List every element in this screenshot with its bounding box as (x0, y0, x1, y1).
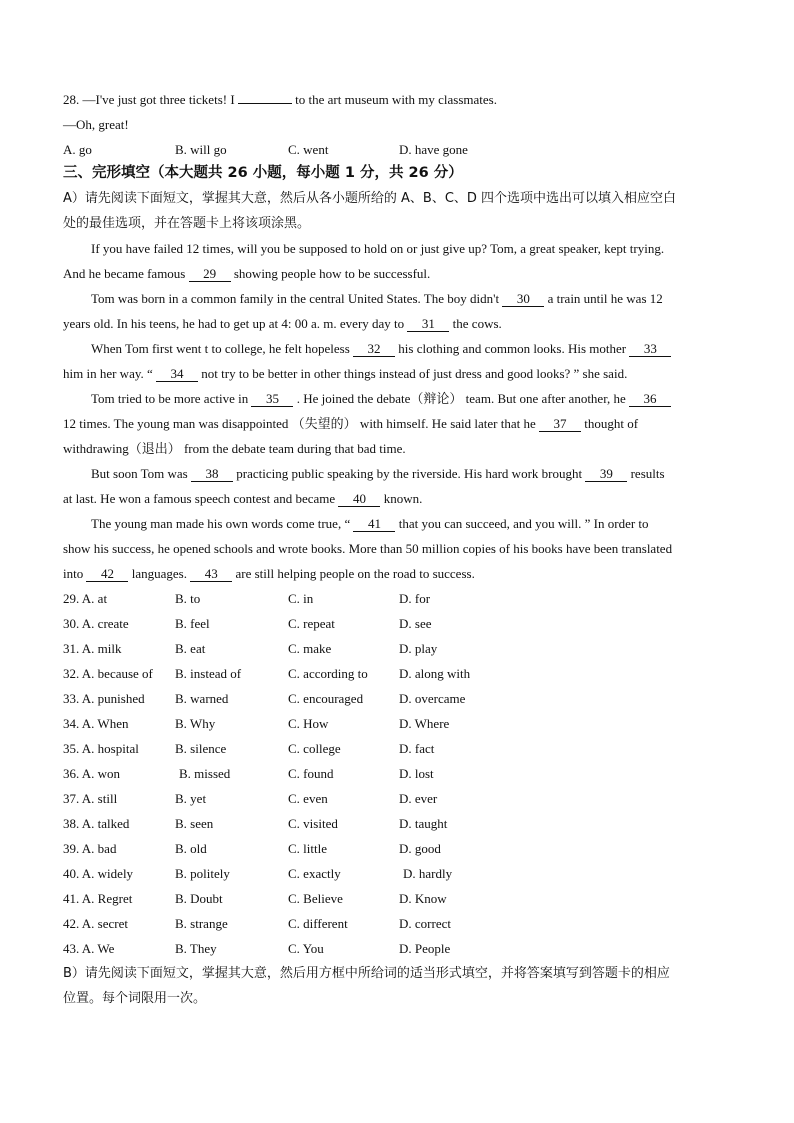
option-c: C. even (288, 791, 328, 806)
partA-instructions-line2: 处的最佳选项，并在答题卡上将该项涂黑。 (63, 216, 311, 231)
passage-p6-line1: The young man made his own words come true, “ 41 that you can succeed, and you will. ” In order to (91, 516, 649, 531)
option-a: 36. A. won (63, 766, 121, 781)
blank-36: 36 (629, 391, 671, 407)
q36-options (63, 765, 523, 783)
option-a: 34. A. When (63, 716, 129, 731)
option-d: D. good (399, 841, 441, 856)
q28-options (63, 141, 523, 159)
passage-p5-line1: But soon Tom was 38 practicing public speaking by the riverside. His hard work brought 39 results (91, 466, 665, 481)
q43-options (63, 940, 523, 958)
partB-instructions-line2: 位置。每个词限用一次。 (63, 991, 207, 1006)
section3-title: 三、完形填空（本大题共 26 小题，每小题 1 分，共 26 分） (63, 165, 463, 181)
blank-39: 39 (585, 466, 627, 482)
q28-option-b: B. will go (175, 142, 227, 157)
q41-options (63, 890, 523, 908)
passage-p4-line3: withdrawing（退出） from the debate team during that bad time. (63, 441, 406, 456)
option-a: 40. A. widely (63, 866, 134, 881)
option-b: B. warned (175, 691, 229, 706)
q28-answer-blank (238, 103, 292, 104)
q39-options (63, 840, 523, 858)
option-a: 39. A. bad (63, 841, 117, 856)
blank-35: 35 (251, 391, 293, 407)
passage-p3-line1: When Tom first went t to college, he felt hopeless 32 his clothing and common looks. His mother 33 (91, 340, 671, 358)
option-c: C. found (288, 766, 334, 781)
option-b: B. seen (175, 816, 214, 831)
option-c: C. You (288, 941, 324, 956)
option-a: 37. A. still (63, 791, 118, 806)
blank-34: 34 (156, 366, 198, 382)
option-b: B. old (175, 841, 207, 856)
passage-p1-line1: If you have failed 12 times, will you be supposed to hold on or just give up? Tom, a great speaker, kept trying. (91, 241, 665, 256)
blank-30: 30 (502, 291, 544, 307)
option-c: C. Believe (288, 891, 343, 906)
option-d: D. People (399, 941, 451, 956)
q40-options (63, 865, 523, 883)
passage-p6-line2: show his success, he opened schools and wrote books. More than 50 million copies of his books have been translated (63, 541, 673, 556)
option-d: D. Where (399, 716, 450, 731)
option-b: B. feel (175, 616, 210, 631)
passage-p2-line1: Tom was born in a common family in the central United States. The boy didn't 30 a train until he was 12 (91, 291, 663, 306)
option-d: D. overcame (399, 691, 466, 706)
q33-options (63, 690, 523, 708)
option-b: B. politely (175, 866, 230, 881)
option-a: 43. A. We (63, 941, 115, 956)
passage-p4-line2: 12 times. The young man was disappointed （失望的） with himself. He said later that he 37 thought of (63, 416, 639, 431)
option-b: B. instead of (175, 666, 242, 681)
partA-instructions-line1: A）请先阅读下面短文，掌握其大意，然后从各小题所给的 A、B、C、D 四个选项中选出可以填入相应空白 (63, 191, 677, 206)
partB-instructions-line1: B）请先阅读下面短文，掌握其大意，然后用方框中所给词的适当形式填空，并将答案填写到答题卡的相应 (63, 966, 670, 981)
q31-options (63, 640, 523, 658)
option-d: D. ever (399, 791, 438, 806)
passage-p5-line2: at last. He won a famous speech contest and became 40 known. (63, 491, 423, 506)
option-d: D. along with (399, 666, 471, 681)
q35-options (63, 740, 523, 758)
blank-43: 43 (190, 566, 232, 582)
option-c: C. exactly (288, 866, 341, 881)
blank-37: 37 (539, 416, 581, 432)
option-c: C. make (288, 641, 332, 656)
q37-options (63, 790, 523, 808)
blank-33: 33 (629, 341, 671, 357)
option-d: D. lost (399, 766, 434, 781)
q42-options (63, 915, 523, 933)
option-d: D. Know (399, 891, 447, 906)
option-d: D. play (399, 641, 438, 656)
q30-options (63, 615, 523, 633)
option-a: 38. A. talked (63, 816, 130, 831)
blank-32: 32 (353, 341, 395, 357)
option-c: C. How (288, 716, 329, 731)
option-b: B. missed (179, 766, 231, 781)
option-c: C. college (288, 741, 341, 756)
option-b: B. strange (175, 916, 228, 931)
blank-38: 38 (191, 466, 233, 482)
option-d: D. for (399, 591, 431, 606)
option-c: C. little (288, 841, 327, 856)
option-b: B. yet (175, 791, 207, 806)
option-d: D. taught (399, 816, 448, 831)
option-c: C. encouraged (288, 691, 364, 706)
passage-p4-line1: Tom tried to be more active in 35 . He joined the debate（辩论） team. But one after another, he 36 (91, 390, 671, 408)
option-c: C. repeat (288, 616, 335, 631)
option-d: D. see (399, 616, 432, 631)
option-d: D. hardly (403, 866, 453, 881)
option-d: D. correct (399, 916, 451, 931)
option-b: B. eat (175, 641, 206, 656)
option-d: D. fact (399, 741, 435, 756)
option-a: 30. A. create (63, 616, 129, 631)
passage-p1-line2: And he became famous 29 showing people how to be successful. (63, 266, 431, 281)
option-a: 35. A. hospital (63, 741, 139, 756)
blank-31: 31 (407, 316, 449, 332)
blank-29: 29 (189, 266, 231, 282)
blank-42: 42 (86, 566, 128, 582)
option-c: C. visited (288, 816, 338, 831)
q28-prompt (63, 91, 497, 109)
q28-option-a: A. go (63, 142, 92, 157)
blank-40: 40 (338, 491, 380, 507)
option-a: 32. A. because of (63, 666, 153, 681)
option-b: B. Why (175, 716, 216, 731)
q34-options (63, 715, 523, 733)
option-a: 31. A. milk (63, 641, 122, 656)
q28-prompt-text-end: to the art museum with my classmates. (291, 92, 497, 107)
q29-options (63, 590, 523, 608)
blank-41: 41 (353, 516, 395, 532)
q28-option-c: C. went (288, 142, 329, 157)
q28-prompt-text: 28. —I've just got three tickets! I (63, 92, 238, 107)
q32-options (63, 665, 523, 683)
option-c: C. in (288, 591, 314, 606)
option-a: 33. A. punished (63, 691, 145, 706)
option-b: B. silence (175, 741, 227, 756)
passage-p2-line2: years old. In his teens, he had to get up at 4: 00 a. m. every day to 31 the cows. (63, 316, 502, 331)
option-c: C. different (288, 916, 348, 931)
passage-p6-line3: into 42 languages. 43 are still helping people on the road to success. (63, 566, 475, 581)
option-c: C. according to (288, 666, 368, 681)
option-b: B. Doubt (175, 891, 223, 906)
option-a: 42. A. secret (63, 916, 128, 931)
option-b: B. to (175, 591, 201, 606)
option-a: 41. A. Regret (63, 891, 133, 906)
passage-p3-line2: him in her way. “ 34 not try to be better in other things instead of just dress and good looks? ” she said. (63, 366, 628, 381)
q28-option-d: D. have gone (399, 142, 468, 157)
q28-reply: —Oh, great! (63, 117, 129, 132)
q38-options (63, 815, 523, 833)
option-b: B. They (175, 941, 217, 956)
option-a: 29. A. at (63, 591, 108, 606)
